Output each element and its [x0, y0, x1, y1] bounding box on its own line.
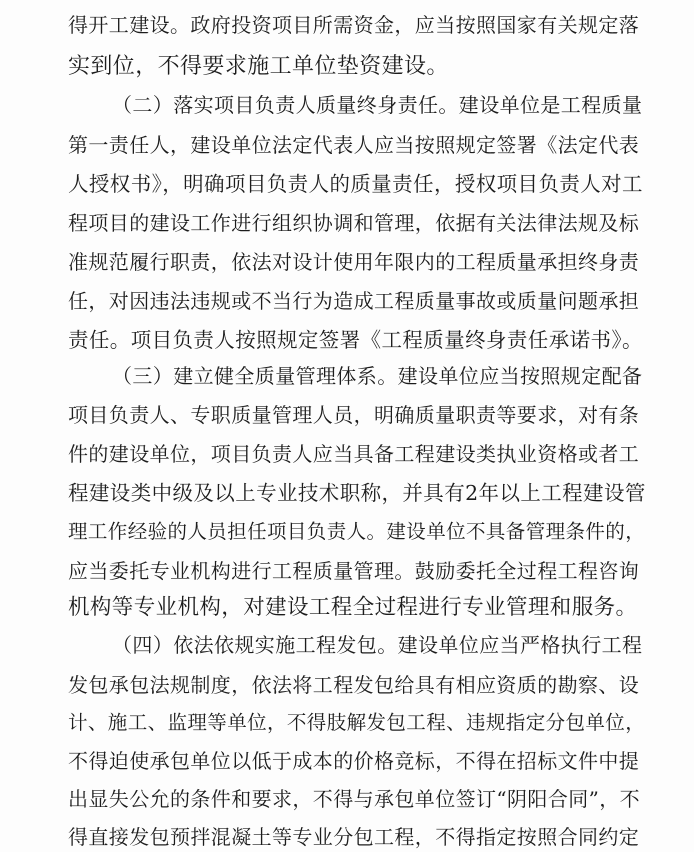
text-line: 人授权书》，明确项目负责人的质量责任，授权项目负责人对工: [68, 172, 643, 196]
text-line: 理工作经验的人员担任项目负责人。建设单位不具备管理条件的，: [68, 520, 646, 543]
text-line: 计、施工、监理等单位，不得肢解发包工程、违规指定分包单位，: [68, 711, 646, 734]
text-line: 机构等专业机构，对建设工程全过程进行专业管理和服务。: [68, 595, 638, 620]
text-line: 应当委托专业机构进行工程质量管理。鼓励委托全过程工程咨询: [68, 559, 640, 583]
text-line: 实到位，不得要求施工单位垫资建设。: [68, 54, 449, 79]
text-line: 得开工建设。政府投资项目所需资金，应当按照国家有关规定落: [68, 13, 640, 37]
text-line: 准规范履行职责，依法对设计使用年限内的工程质量承担终身责: [68, 250, 640, 274]
text-line: 项目负责人、专职质量管理人员，明确质量职责等要求，对有条: [68, 403, 640, 427]
text-line: 程项目的建设工作进行组织协调和管理，依据有关法律法规及标: [68, 211, 640, 235]
section-heading-line: （四）依法依规实施工程发包。建设单位应当严格执行工程: [112, 633, 643, 657]
text-line: 程建设类中级及以上专业技术职称，并具有2年以上工程建设管: [68, 481, 646, 505]
text-line: 出显失公允的条件和要求，不得与承包单位签订“阴阳合同”，不: [68, 787, 641, 811]
text-line: 发包承包法规制度，依法将工程发包给具有相应资质的勘察、设: [68, 673, 640, 697]
section-heading-line: （二）落实项目负责人质量终身责任。建设单位是工程质量: [112, 93, 643, 117]
text-line: 不得迫使承包单位以低于成本的价格竞标，不得在招标文件中提: [68, 749, 640, 773]
text-line: 第一责任人，建设单位法定代表人应当按照规定签署《法定代表: [68, 133, 640, 157]
text-line: 得直接发包预拌混凝土等专业分包工程，不得指定按照合同约定: [68, 825, 640, 849]
text-line: 件的建设单位，项目负责人应当具备工程建设类执业资格或者工: [68, 442, 640, 466]
section-heading-line: （三）建立健全质量管理体系。建设单位应当按照规定配备: [112, 364, 643, 388]
text-line: 任，对因违法违规或不当行为造成工程质量事故或质量问题承担: [68, 289, 640, 313]
text-line: 责任。项目负责人按照规定签署《工程质量终身责任承诺书》。: [68, 328, 643, 352]
